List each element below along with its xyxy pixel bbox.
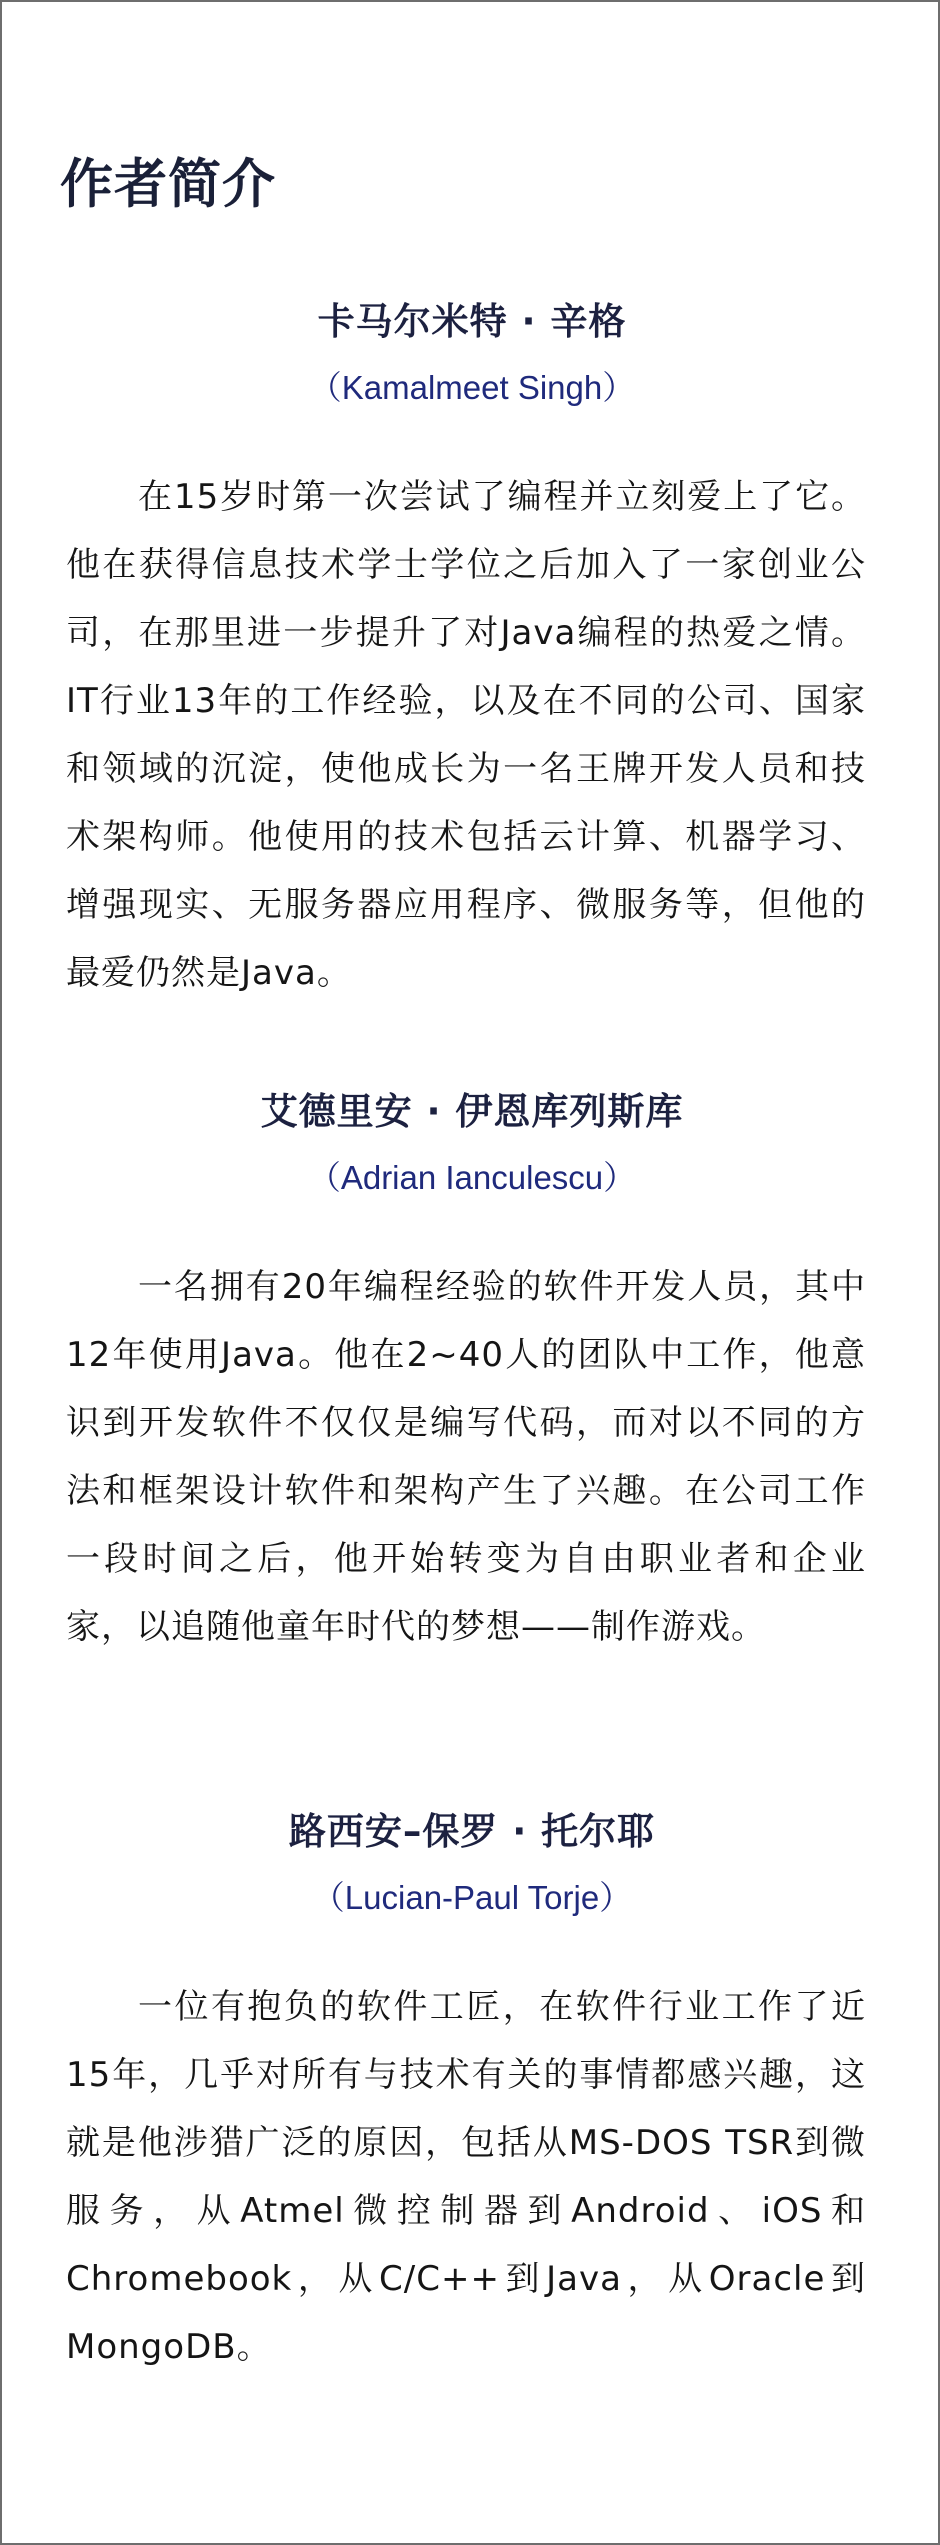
author-name-chinese: 路西安–保罗 · 托尔耶 <box>288 1810 656 1853</box>
author-bio: 一位有抱负的软件工匠，在软件行业工作了近15年，几乎对所有与技术有关的事情都感兴趣，这就是他涉猎广泛的原因，包括从MS-DOS TSR到微服务，从Atmel微控制器到Android、iOS和Chromebook，从C/C++到Java，从Oracle到MongoDB。 <box>66 1987 866 2367</box>
author-name-english: （Kamalmeet Singh） <box>308 369 636 406</box>
author-entry-3 <box>2 1807 940 2381</box>
author-entry-1 <box>2 297 940 1007</box>
author-name-english: （Adrian Ianculescu） <box>307 1159 637 1196</box>
author-bio: 一名拥有20年编程经验的软件开发人员，其中12年使用Java。他在2~40人的团队中工作，他意识到开发软件不仅仅是编写代码，而对以不同的方法和框架设计软件和架构产生了兴趣。在公司工作一段时间之后，他开始转变为自由职业者和企业家，以追随他童年时代的梦想——制作游戏。 <box>66 1267 866 1647</box>
author-name-chinese: 卡马尔米特 · 辛格 <box>317 300 627 343</box>
author-bio: 在15岁时第一次尝试了编程并立刻爱上了它。他在获得信息技术学士学位之后加入了一家创业公司，在那里进一步提升了对Java编程的热爱之情。IT行业13年的工作经验，以及在不同的公司、国家和领域的沉淀，使他成长为一名王牌开发人员和技术架构师。他使用的技术包括云计算、机器学习、增强现实、无服务器应用程序、微服务等，但他的最爱仍然是Java。 <box>66 477 866 993</box>
section-heading: 作者简介 <box>60 154 276 215</box>
author-entry-2 <box>2 1087 940 1661</box>
author-name-chinese: 艾德里安 · 伊恩库列斯库 <box>260 1090 684 1133</box>
author-name-english: （Lucian-Paul Torje） <box>311 1879 633 1916</box>
